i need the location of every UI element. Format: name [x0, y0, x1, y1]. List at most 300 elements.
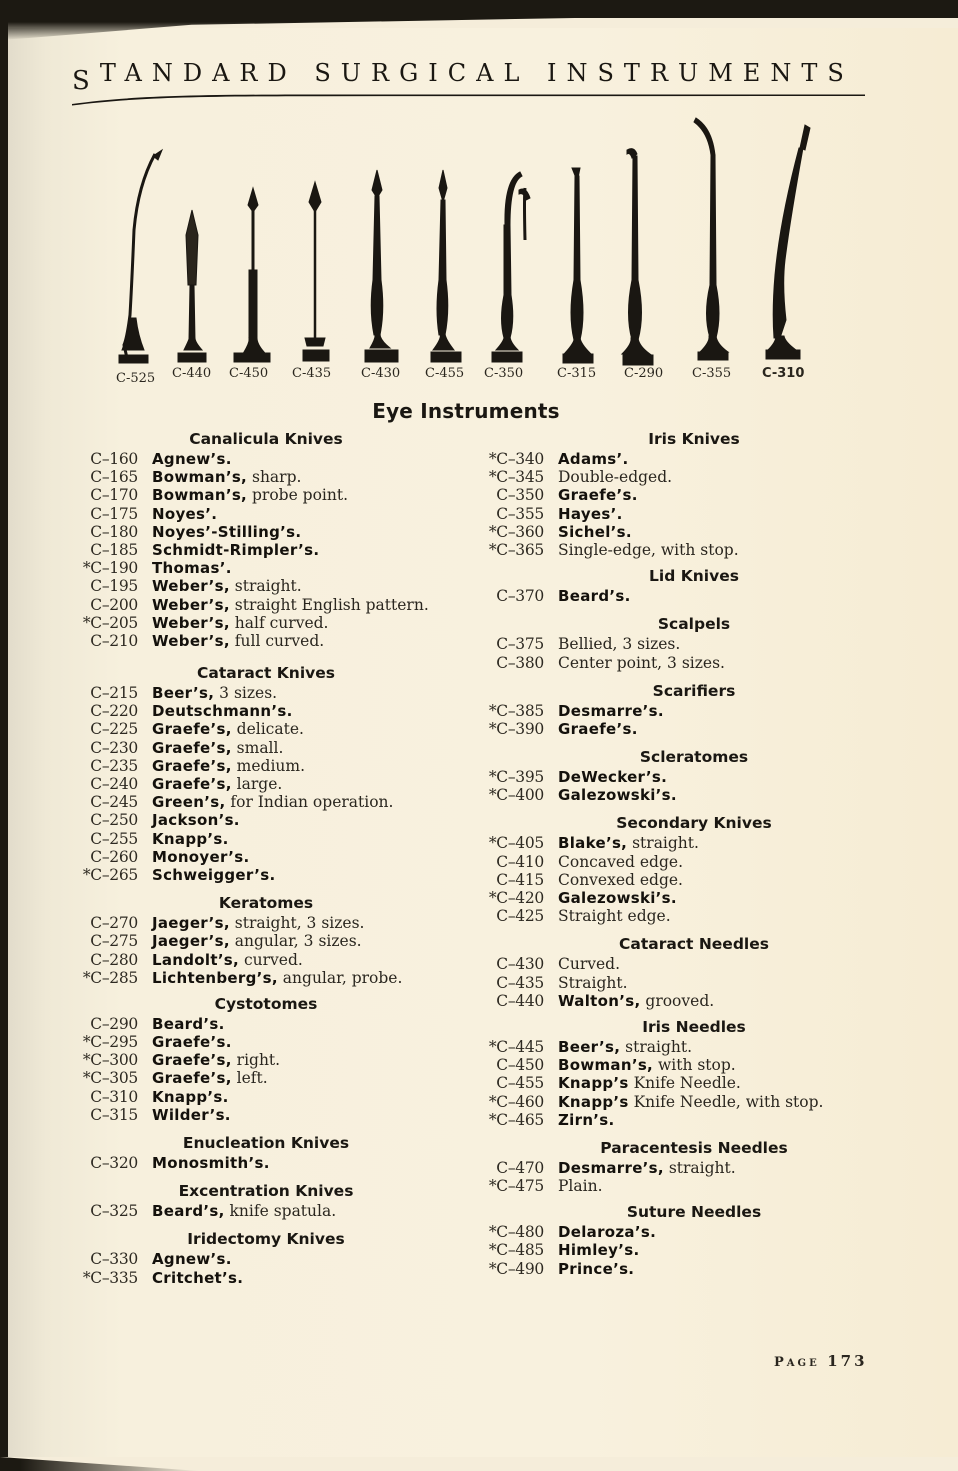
entry-description [152, 596, 429, 614]
instrument-name: Lichtenberg’s, [152, 968, 278, 987]
instrument-name: Delaroza’s. [558, 1223, 657, 1242]
catalog-entry [474, 1093, 894, 1111]
catalog-number: C–195 [90, 577, 138, 596]
instrument-variant: knife spatula. [224, 1202, 337, 1221]
instrument-name: Desmarre’s. [558, 701, 664, 720]
catalog-entry [76, 684, 466, 702]
running-head [72, 58, 872, 96]
entry-description [152, 1069, 268, 1087]
catalog-number: C–200 [90, 595, 138, 614]
group-heading: Lid Knives [649, 567, 739, 586]
catalog-number: C–330 [90, 1250, 138, 1269]
instrument-name: Beard’s. [152, 1014, 225, 1033]
instrument-name: Monoyer’s. [152, 847, 250, 866]
catalog-entry [76, 1069, 466, 1087]
catalog-entry [76, 720, 466, 738]
catalog-entry [76, 541, 466, 559]
catalog-number: C–185 [90, 540, 138, 559]
catalog-number: C–425 [496, 907, 544, 926]
entry-description [558, 1223, 656, 1241]
catalog-entry [474, 786, 894, 804]
group-heading: Secondary Knives [616, 814, 772, 833]
catalog-entry [474, 1177, 894, 1195]
catalog-entry [76, 632, 466, 650]
catalog-number: C–315 [90, 1105, 138, 1124]
instrument-name: Jaeger’s, [152, 932, 230, 951]
catalog-entry [474, 541, 894, 559]
instrument-group [474, 746, 894, 804]
catalog-number: C–350 [496, 486, 544, 505]
instrument-name: Noyes’-Stilling’s. [152, 522, 302, 541]
catalog-number: C–220 [90, 702, 138, 721]
entry-description [558, 834, 699, 852]
group-heading: Paracentesis Needles [600, 1138, 788, 1157]
page-number-value: 173 [827, 1352, 868, 1370]
entry-description [152, 559, 232, 577]
instrument-name: DeWecker’s. [558, 768, 668, 787]
catalog-number: C–230 [90, 738, 138, 757]
entry-description [152, 1250, 232, 1268]
catalog-number: C–240 [90, 775, 138, 793]
catalog-number: *C–190 [82, 559, 138, 578]
instrument-variant: straight. [620, 1037, 693, 1056]
instrument-group [76, 428, 466, 650]
instrument-name: Landolt’s, [152, 950, 240, 969]
instrument-group [76, 1180, 466, 1220]
entry-description [558, 786, 677, 804]
instrument-c455-figure [431, 170, 461, 362]
entry-description [152, 932, 362, 950]
group-heading: Keratomes [218, 894, 314, 913]
catalog-number: *C–340 [488, 450, 544, 468]
catalog-entry [76, 1250, 466, 1268]
instrument-variant: delicate. [231, 720, 304, 739]
instrument-name: Green’s, [152, 793, 226, 812]
group-heading: Cystotomes [214, 994, 318, 1013]
instrument-variant: 3 sizes. [214, 684, 278, 703]
figure-label: C-435 [292, 366, 332, 381]
catalog-number: C–455 [496, 1074, 544, 1093]
catalog-entry [474, 768, 894, 786]
instrument-name: Bowman’s, [152, 468, 248, 487]
instrument-group [474, 1137, 894, 1195]
instrument-name: Jaeger’s, [152, 914, 230, 933]
catalog-number: C–260 [90, 847, 138, 866]
instrument-variant: probe point. [247, 486, 349, 505]
catalog-number: C–250 [90, 811, 138, 830]
right-column [474, 428, 894, 1278]
instrument-name: Jackson’s. [152, 811, 240, 830]
entry-description [152, 632, 324, 650]
instrument-name: Desmarre’s, [558, 1158, 664, 1177]
catalog-number: C–355 [496, 504, 544, 523]
group-heading: Scalpels [657, 615, 731, 634]
catalog-entry [76, 1088, 466, 1106]
entry-description [152, 702, 293, 720]
instrument-variant: straight. [663, 1158, 736, 1177]
instrument-variant: Knife Needle, with stop. [628, 1092, 824, 1111]
catalog-number: C–435 [496, 973, 544, 992]
catalog-entry [474, 834, 894, 852]
catalog-number: C–440 [496, 991, 544, 1010]
entry-description [558, 853, 683, 871]
entry-description [558, 450, 629, 468]
instrument-variant: small. [231, 738, 284, 757]
group-heading: Canalicula Knives [189, 430, 343, 448]
catalog-number: *C–335 [82, 1268, 138, 1287]
instrument-c525-figure [119, 150, 162, 363]
catalog-number: *C–480 [488, 1223, 544, 1242]
instrument-name: Graefe’s. [152, 1033, 232, 1052]
catalog-number: C–325 [90, 1202, 138, 1221]
instrument-name: Beer’s, [152, 684, 215, 703]
figure-label: C-450 [229, 366, 269, 381]
instrument-c355-figure [694, 118, 728, 360]
catalog-number: C–165 [90, 468, 138, 487]
instrument-name: Knapp’s [558, 1092, 629, 1111]
instrument-name: Schweigger’s. [152, 865, 276, 884]
entry-description [558, 1056, 736, 1074]
entry-description [558, 1074, 741, 1092]
catalog-entry [76, 702, 466, 720]
instrument-variant: straight English pattern. [229, 595, 429, 614]
catalog-number: *C–345 [488, 468, 544, 487]
instrument-variant: Convexed edge. [558, 870, 683, 889]
instrument-variant: with stop. [653, 1056, 736, 1075]
instrument-name: Blake’s, [558, 834, 628, 853]
entry-description [152, 1051, 280, 1069]
catalog-entry [76, 1051, 466, 1069]
catalog-entry [474, 1223, 894, 1241]
entry-description [558, 889, 677, 907]
instrument-name: Graefe’s. [558, 486, 638, 505]
instrument-variant: grooved. [640, 991, 715, 1010]
instrument-variant: Double-edged. [558, 468, 673, 487]
instrument-c435-figure [303, 182, 329, 361]
instrument-c315-figure [563, 168, 593, 363]
catalog-number: *C–295 [82, 1033, 138, 1052]
section-title: Eye Instruments [372, 399, 560, 423]
instrument-name: Himley’s. [558, 1241, 640, 1260]
entry-description [152, 1033, 232, 1051]
instrument-name: Wilder’s. [152, 1105, 231, 1124]
instrument-c290-figure [622, 149, 653, 365]
entry-description [558, 541, 739, 559]
instrument-variant: left. [231, 1069, 268, 1088]
catalog-number: C–310 [90, 1087, 138, 1106]
catalog-entry [76, 486, 466, 504]
entry-description [558, 871, 683, 889]
group-heading: Scleratomes [639, 748, 749, 767]
catalog-number: *C–405 [488, 834, 544, 853]
catalog-entry [474, 505, 894, 523]
catalog-number: C–235 [90, 756, 138, 775]
catalog-number: *C–445 [488, 1037, 544, 1056]
catalog-entry [474, 702, 894, 720]
instrument-name: Graefe’s, [152, 720, 232, 739]
instrument-variant: sharp. [247, 468, 302, 487]
catalog-entry [76, 614, 466, 632]
instrument-name: Beard’s, [152, 1202, 225, 1221]
instrument-name: Knapp’s. [152, 1087, 229, 1106]
catalog-number: C–410 [496, 852, 544, 871]
instrument-group [474, 613, 894, 671]
instrument-name: Graefe’s, [152, 775, 232, 793]
catalog-number: C–470 [496, 1158, 544, 1177]
instrument-group [76, 892, 466, 987]
catalog-entry [474, 974, 894, 992]
instrument-name: Schmidt-Rimpler’s. [152, 540, 320, 559]
catalog-number: C–375 [496, 635, 544, 654]
catalog-entry [474, 654, 894, 672]
catalog-entry [76, 1269, 466, 1287]
figure-label: C-350 [484, 366, 524, 381]
entry-description [558, 1111, 615, 1129]
catalog-number: C–170 [90, 486, 138, 505]
catalog-number: C–175 [90, 504, 138, 523]
entry-description [558, 702, 664, 720]
book-edge-shadow [0, 0, 8, 1471]
instrument-name: Graefe’s, [152, 1051, 232, 1070]
entry-description [152, 848, 250, 866]
catalog-entry [474, 1056, 894, 1074]
entry-description [152, 739, 283, 757]
catalog-entry [76, 1154, 466, 1172]
instrument-name: Thomas’. [152, 559, 232, 578]
entry-description [152, 468, 301, 486]
entry-description [152, 1154, 270, 1172]
catalog-entry [76, 793, 466, 811]
entry-description [152, 1088, 229, 1106]
entry-description [558, 768, 667, 786]
instrument-variant: for Indian operation. [225, 793, 394, 812]
catalog-entry [76, 951, 466, 969]
instrument-name: Monosmith’s. [152, 1154, 270, 1172]
instrument-name: Graefe’s, [152, 756, 232, 775]
entry-description [152, 523, 301, 541]
page-number [774, 1352, 868, 1370]
catalog-entry [474, 587, 894, 605]
catalog-number: C–430 [496, 955, 544, 974]
entry-description [152, 614, 328, 632]
instrument-variant: half curved. [229, 613, 329, 632]
group-heading: Iridectomy Knives [187, 1230, 345, 1249]
catalog-number: *C–365 [488, 540, 544, 559]
instrument-name: Weber’s, [152, 631, 230, 650]
entry-description [558, 907, 671, 925]
instrument-variant: angular, 3 sizes. [229, 932, 362, 951]
instrument-variant: curved. [239, 950, 303, 969]
catalog-entry [76, 932, 466, 950]
instrument-variant: medium. [231, 756, 306, 775]
catalog-entry [76, 523, 466, 541]
catalog-number: C–290 [90, 1014, 138, 1033]
catalog-number: C–255 [90, 829, 138, 848]
catalog-number: *C–460 [488, 1092, 544, 1111]
instrument-c350-figure [492, 172, 530, 362]
catalog-number: C–270 [90, 914, 138, 933]
entry-description [558, 654, 725, 672]
instrument-variant: straight. [229, 577, 302, 596]
instrument-variant: Plain. [558, 1177, 603, 1196]
running-head-rest: TANDARD SURGICAL INSTRUMENTS [99, 59, 854, 87]
catalog-number: C–245 [90, 793, 138, 812]
catalog-number: *C–465 [488, 1110, 544, 1129]
catalog-entry [474, 1241, 894, 1259]
catalog-entry [474, 450, 894, 468]
catalog-entry [474, 1074, 894, 1092]
entry-description [152, 450, 232, 468]
entry-description [558, 523, 632, 541]
instrument-name: Zirn’s. [558, 1110, 615, 1129]
entry-description [558, 1159, 736, 1177]
instrument-c440-figure [178, 210, 206, 362]
instrument-name: Beard’s. [558, 587, 631, 606]
instrument-group [474, 680, 894, 738]
catalog-number: *C–385 [488, 701, 544, 720]
entry-description [558, 720, 638, 738]
instrument-name: Bowman’s, [558, 1056, 654, 1075]
instrument-c430-figure [365, 170, 398, 362]
catalog-entry [76, 757, 466, 775]
catalog-number: C–415 [496, 870, 544, 889]
catalog-entry [474, 1260, 894, 1278]
instrument-group [474, 565, 894, 605]
entry-description [152, 775, 282, 793]
catalog-entry [76, 596, 466, 614]
catalog-entry [76, 969, 466, 987]
instrument-name: Hayes’. [558, 504, 623, 523]
catalog-entry [76, 848, 466, 866]
catalog-number: *C–395 [488, 768, 544, 787]
instrument-name: Beer’s, [558, 1037, 621, 1056]
instrument-illustrations [100, 110, 830, 368]
catalog-entry [76, 559, 466, 577]
catalog-number: *C–485 [488, 1241, 544, 1260]
catalog-number: C–215 [90, 684, 138, 703]
catalog-entry [76, 811, 466, 829]
catalog-entry [76, 866, 466, 884]
instrument-variant: Knife Needle. [628, 1074, 741, 1093]
instrument-name: Graefe’s, [152, 1069, 232, 1088]
catalog-entry [76, 775, 466, 793]
instrument-name: Sichel’s. [558, 522, 632, 541]
group-heading: Cataract Knives [196, 664, 335, 683]
instrument-variant: Concaved edge. [558, 852, 683, 871]
entry-description [152, 505, 217, 523]
catalog-number: *C–390 [488, 719, 544, 738]
instrument-variant: angular, probe. [277, 968, 403, 987]
entry-description [558, 1241, 639, 1259]
entry-description [558, 587, 631, 605]
group-heading: Enucleation Knives [182, 1134, 350, 1152]
catalog-number: C–160 [90, 450, 138, 468]
instrument-name: Walton’s, [558, 991, 641, 1010]
catalog-entry [474, 992, 894, 1010]
catalog-entry [76, 1202, 466, 1220]
catalog-entry [76, 1015, 466, 1033]
instrument-variant: Bellied, 3 sizes. [558, 635, 681, 654]
catalog-number: *C–305 [82, 1069, 138, 1088]
entry-description [152, 684, 277, 702]
catalog-number: *C–475 [488, 1177, 544, 1196]
figure-labels [0, 366, 958, 386]
figure-label: C-315 [557, 366, 597, 381]
instrument-variant: Curved. [558, 955, 621, 974]
instrument-group [474, 933, 894, 1010]
entry-description [558, 1260, 634, 1278]
catalog-entry [474, 523, 894, 541]
catalog-number: C–320 [90, 1154, 138, 1172]
instrument-name: Graefe’s, [152, 738, 232, 757]
instrument-group [76, 993, 466, 1124]
catalog-number: C–370 [496, 587, 544, 606]
catalog-entry [76, 505, 466, 523]
catalog-entry [474, 889, 894, 907]
running-head-rule [70, 92, 865, 106]
catalog-entry [474, 871, 894, 889]
page-label: PAGE [774, 1355, 820, 1370]
catalog-entry [76, 1033, 466, 1051]
group-heading: Scarifiers [652, 681, 736, 700]
catalog-number: *C–420 [488, 889, 544, 907]
entry-description [558, 1177, 603, 1195]
instrument-variant: large. [231, 775, 283, 793]
instrument-name: Noyes’. [152, 504, 218, 523]
catalog-number: C–210 [90, 631, 138, 650]
instrument-name: Galezowski’s. [558, 786, 677, 805]
catalog-entry [474, 468, 894, 486]
catalog-entry [76, 450, 466, 468]
catalog-number: *C–400 [488, 786, 544, 805]
entry-description [558, 635, 680, 653]
entry-description [558, 1038, 692, 1056]
instrument-group [474, 1016, 894, 1129]
instrument-variant: Single-edge, with stop. [558, 540, 739, 559]
catalog-number: *C–490 [488, 1259, 544, 1278]
instrument-variant: right. [231, 1051, 281, 1070]
catalog-number: C–450 [496, 1056, 544, 1075]
instrument-name: Deutschmann’s. [152, 702, 293, 721]
instrument-name: Critchet’s. [152, 1268, 244, 1287]
entry-description [152, 866, 275, 884]
catalog-number: C–380 [496, 653, 544, 672]
instrument-group [474, 428, 894, 559]
instrument-name: Knapp’s. [152, 829, 229, 848]
catalog-entry [474, 486, 894, 504]
catalog-number: *C–265 [82, 865, 138, 884]
catalog-entry [474, 635, 894, 653]
catalog-entry [474, 1159, 894, 1177]
catalog-entry [474, 853, 894, 871]
instrument-name: Agnew’s. [152, 450, 232, 468]
figure-label: C-310 [762, 366, 805, 381]
entry-description [558, 955, 620, 973]
entry-description [152, 1015, 225, 1033]
page-bottom-shadow [0, 1457, 958, 1471]
entry-description [558, 992, 714, 1010]
instrument-group [76, 1132, 466, 1172]
catalog-number: C–275 [90, 932, 138, 951]
instrument-c450-figure [234, 188, 270, 362]
instrument-group [474, 1201, 894, 1278]
entry-description [558, 468, 672, 486]
entry-description [152, 757, 305, 775]
catalog-entry [474, 955, 894, 973]
instrument-group [76, 662, 466, 884]
catalog-entry [76, 830, 466, 848]
figure-label: C-430 [361, 366, 401, 381]
